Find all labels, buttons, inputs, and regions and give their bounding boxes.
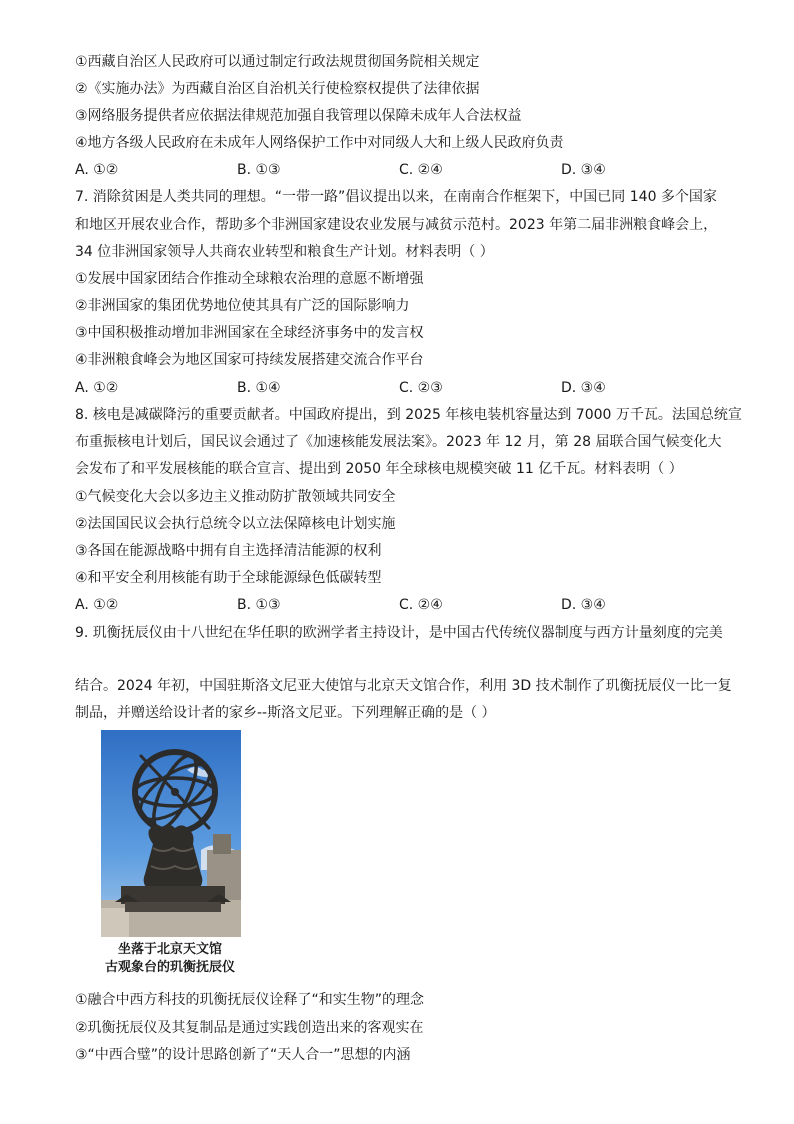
q7-option-b[interactable]: B. ①④ bbox=[237, 380, 281, 396]
armillary-sphere-photo bbox=[101, 730, 241, 937]
q7-statement-3: ③中国积极推动增加非洲国家在全球经济事务中的发言权 bbox=[75, 325, 424, 341]
q6-statement-3: ③网络服务提供者应依据法律规范加强自我管理以保障未成年人合法权益 bbox=[75, 108, 522, 124]
q7-options bbox=[75, 378, 735, 398]
q6-option-b[interactable]: B. ①③ bbox=[237, 162, 281, 178]
q9-statement-1: ①融合中西方科技的玑衡抚辰仪诠释了“和实生物”的理念 bbox=[75, 992, 425, 1008]
q8-option-b[interactable]: B. ①③ bbox=[237, 597, 281, 613]
q8-statement-3: ③各国在能源战略中拥有自主选择清洁能源的权利 bbox=[75, 543, 382, 559]
q7-stem-line-1: 7. 消除贫困是人类共同的理想。“一带一路”倡议提出以来，在南南合作框架下，中国已同 140 多个国家 bbox=[75, 189, 717, 205]
q8-option-c[interactable]: C. ②④ bbox=[399, 597, 443, 613]
photo-caption-line-1: 坐落于北京天文馆 bbox=[117, 942, 222, 957]
q8-statement-1: ①气候变化大会以多边主义推动防扩散领域共同安全 bbox=[75, 489, 396, 505]
q9-stem-line-3: 制品，并赠送给设计者的家乡--斯洛文尼亚。下列理解正确的是（ ） bbox=[75, 705, 496, 721]
q7-option-a[interactable]: A. ①② bbox=[75, 380, 119, 396]
q9-statement-3: ③“中西合璧”的设计思路创新了“天人合一”思想的内涵 bbox=[75, 1047, 411, 1063]
q8-stem-line-1: 8. 核电是减碳降污的重要贡献者。中国政府提出，到 2025 年核电装机容量达到 7000 万千瓦。法国总统宣 bbox=[75, 407, 742, 423]
q7-stem-line-3: 34 位非洲国家领导人共商农业转型和粮食生产计划。材料表明（ ） bbox=[75, 244, 494, 260]
q8-stem-line-3: 会发布了和平发展核能的联合宣言、提出到 2050 年全球核电规模突破 11 亿千瓦。材料表明（ ） bbox=[75, 461, 683, 477]
q6-option-a[interactable]: A. ①② bbox=[75, 162, 119, 178]
photo-caption-line-2: 古观象台的玑衡抚辰仪 bbox=[104, 960, 235, 975]
q6-statement-4: ④地方各级人民政府在未成年人网络保护工作中对同级人大和上级人民政府负责 bbox=[75, 135, 564, 151]
q8-stem-line-2: 布重振核电计划后，国民议会通过了《加速核能发展法案》。2023 年 12 月，第 28 届联合国气候变化大 bbox=[75, 434, 722, 450]
q6-statement-1: ①西藏自治区人民政府可以通过制定行政法规贯彻国务院相关规定 bbox=[75, 54, 480, 70]
q7-stem-line-2: 和地区开展农业合作，帮助多个非洲国家建设农业发展与减贫示范村。2023 年第二届非洲粮食峰会上， bbox=[75, 217, 718, 233]
q9-statement-2: ②玑衡抚辰仪及其复制品是通过实践创造出来的客观实在 bbox=[75, 1020, 424, 1036]
q8-statement-2: ②法国国民议会执行总统令以立法保障核电计划实施 bbox=[75, 516, 396, 532]
q8-option-d[interactable]: D. ③④ bbox=[561, 597, 606, 613]
q9-stem-line-1: 9. 玑衡抚辰仪由十八世纪在华任职的欧洲学者主持设计，是中国古代传统仪器制度与西方计量刻度的完美 bbox=[75, 625, 723, 641]
q6-options bbox=[75, 160, 735, 180]
q8-option-a[interactable]: A. ①② bbox=[75, 597, 119, 613]
q7-option-d[interactable]: D. ③④ bbox=[561, 380, 606, 396]
q9-stem-line-2: 结合。2024 年初，中国驻斯洛文尼亚大使馆与北京天文馆合作，利用 3D 技术制作了玑衡抚辰仪一比一复 bbox=[75, 678, 732, 694]
q7-statement-4: ④非洲粮食峰会为地区国家可持续发展搭建交流合作平台 bbox=[75, 352, 424, 368]
q7-statement-1: ①发展中国家团结合作推动全球粮农治理的意愿不断增强 bbox=[75, 271, 424, 287]
q6-option-c[interactable]: C. ②④ bbox=[399, 162, 443, 178]
q8-statement-4: ④和平安全利用核能有助于全球能源绿色低碳转型 bbox=[75, 570, 382, 586]
q8-options bbox=[75, 595, 735, 615]
q7-statement-2: ②非洲国家的集团优势地位使其具有广泛的国际影响力 bbox=[75, 298, 410, 314]
q6-statement-2: ②《实施办法》为西藏自治区自治机关行使检察权提供了法律依据 bbox=[75, 81, 480, 97]
q6-option-d[interactable]: D. ③④ bbox=[561, 162, 606, 178]
q7-option-c[interactable]: C. ②③ bbox=[399, 380, 443, 396]
